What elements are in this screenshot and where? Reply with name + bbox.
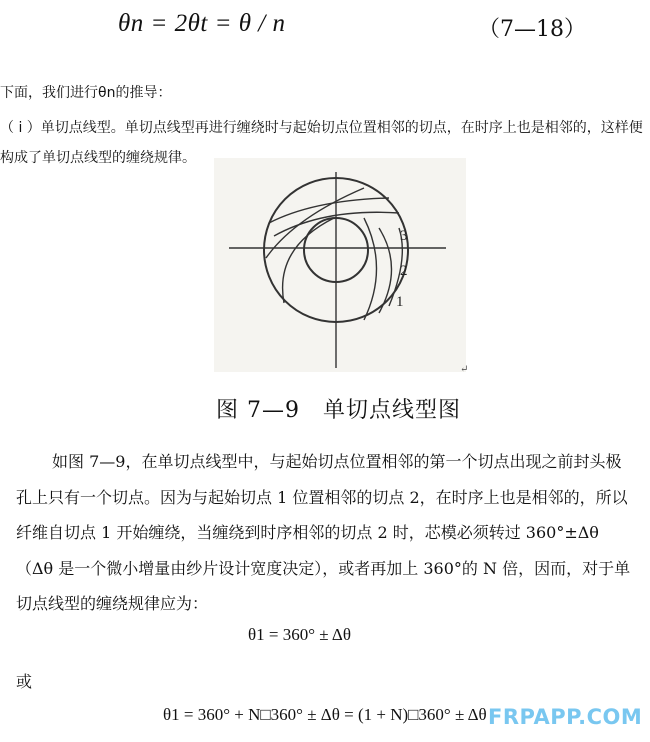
paragraph-explanation [16,444,636,622]
figure-single-tangent-diagram [214,158,466,372]
equation-top-text: θn = 2θt = θ / n [118,10,286,37]
winding-curve [379,228,392,313]
or-text: 或 [16,672,33,691]
equation-top [118,10,285,38]
watermark-logo: FRPAPP.COM [488,705,643,729]
figure-label-3: 3 [400,228,408,244]
equation-number: （7—18） [478,17,586,42]
diagram-svg [214,158,466,372]
winding-curve [364,218,377,320]
figure-label-2: 2 [400,263,408,279]
figure-label-1: 1 [396,294,404,310]
figure-caption: 图 7—9 单切点线型图 [216,398,461,423]
paragraph-single-tangent: （ i ）单切点线型。单切点线型再进行缠绕时与起始切点位置相邻的切点，在时序上也是相邻的，这样便构成了单切点线型的缠绕规律。 [0,120,643,166]
formula-1: θ1 = 360° ± Δθ [248,625,351,644]
return-mark-icon: ↵ [460,364,469,375]
intro-line: 下面，我们进行θn的推导： [0,85,172,101]
paragraph-explanation-text: 如图 7—9，在单切点线型中，与起始切点位置相邻的第一个切点出现之前封头极孔上只有一个切点。因为与起始切点 1 位置相邻的切点 2，在时序上也是相邻的，所以纤维自切点 1 开始缠绕，当缠绕到时序相邻的切点 2 时，芯模必须转过 360°±Δθ（Δθ 是一个微小增量由纱片设计宽度决定），或者再加上 360°的 N 倍，因而，对于单切点线型的缠绕规律应为： [16,452,631,613]
formula-2: θ1 = 360° + N□360° ± Δθ = (1 + N)□360° ± Δθ [163,705,487,724]
